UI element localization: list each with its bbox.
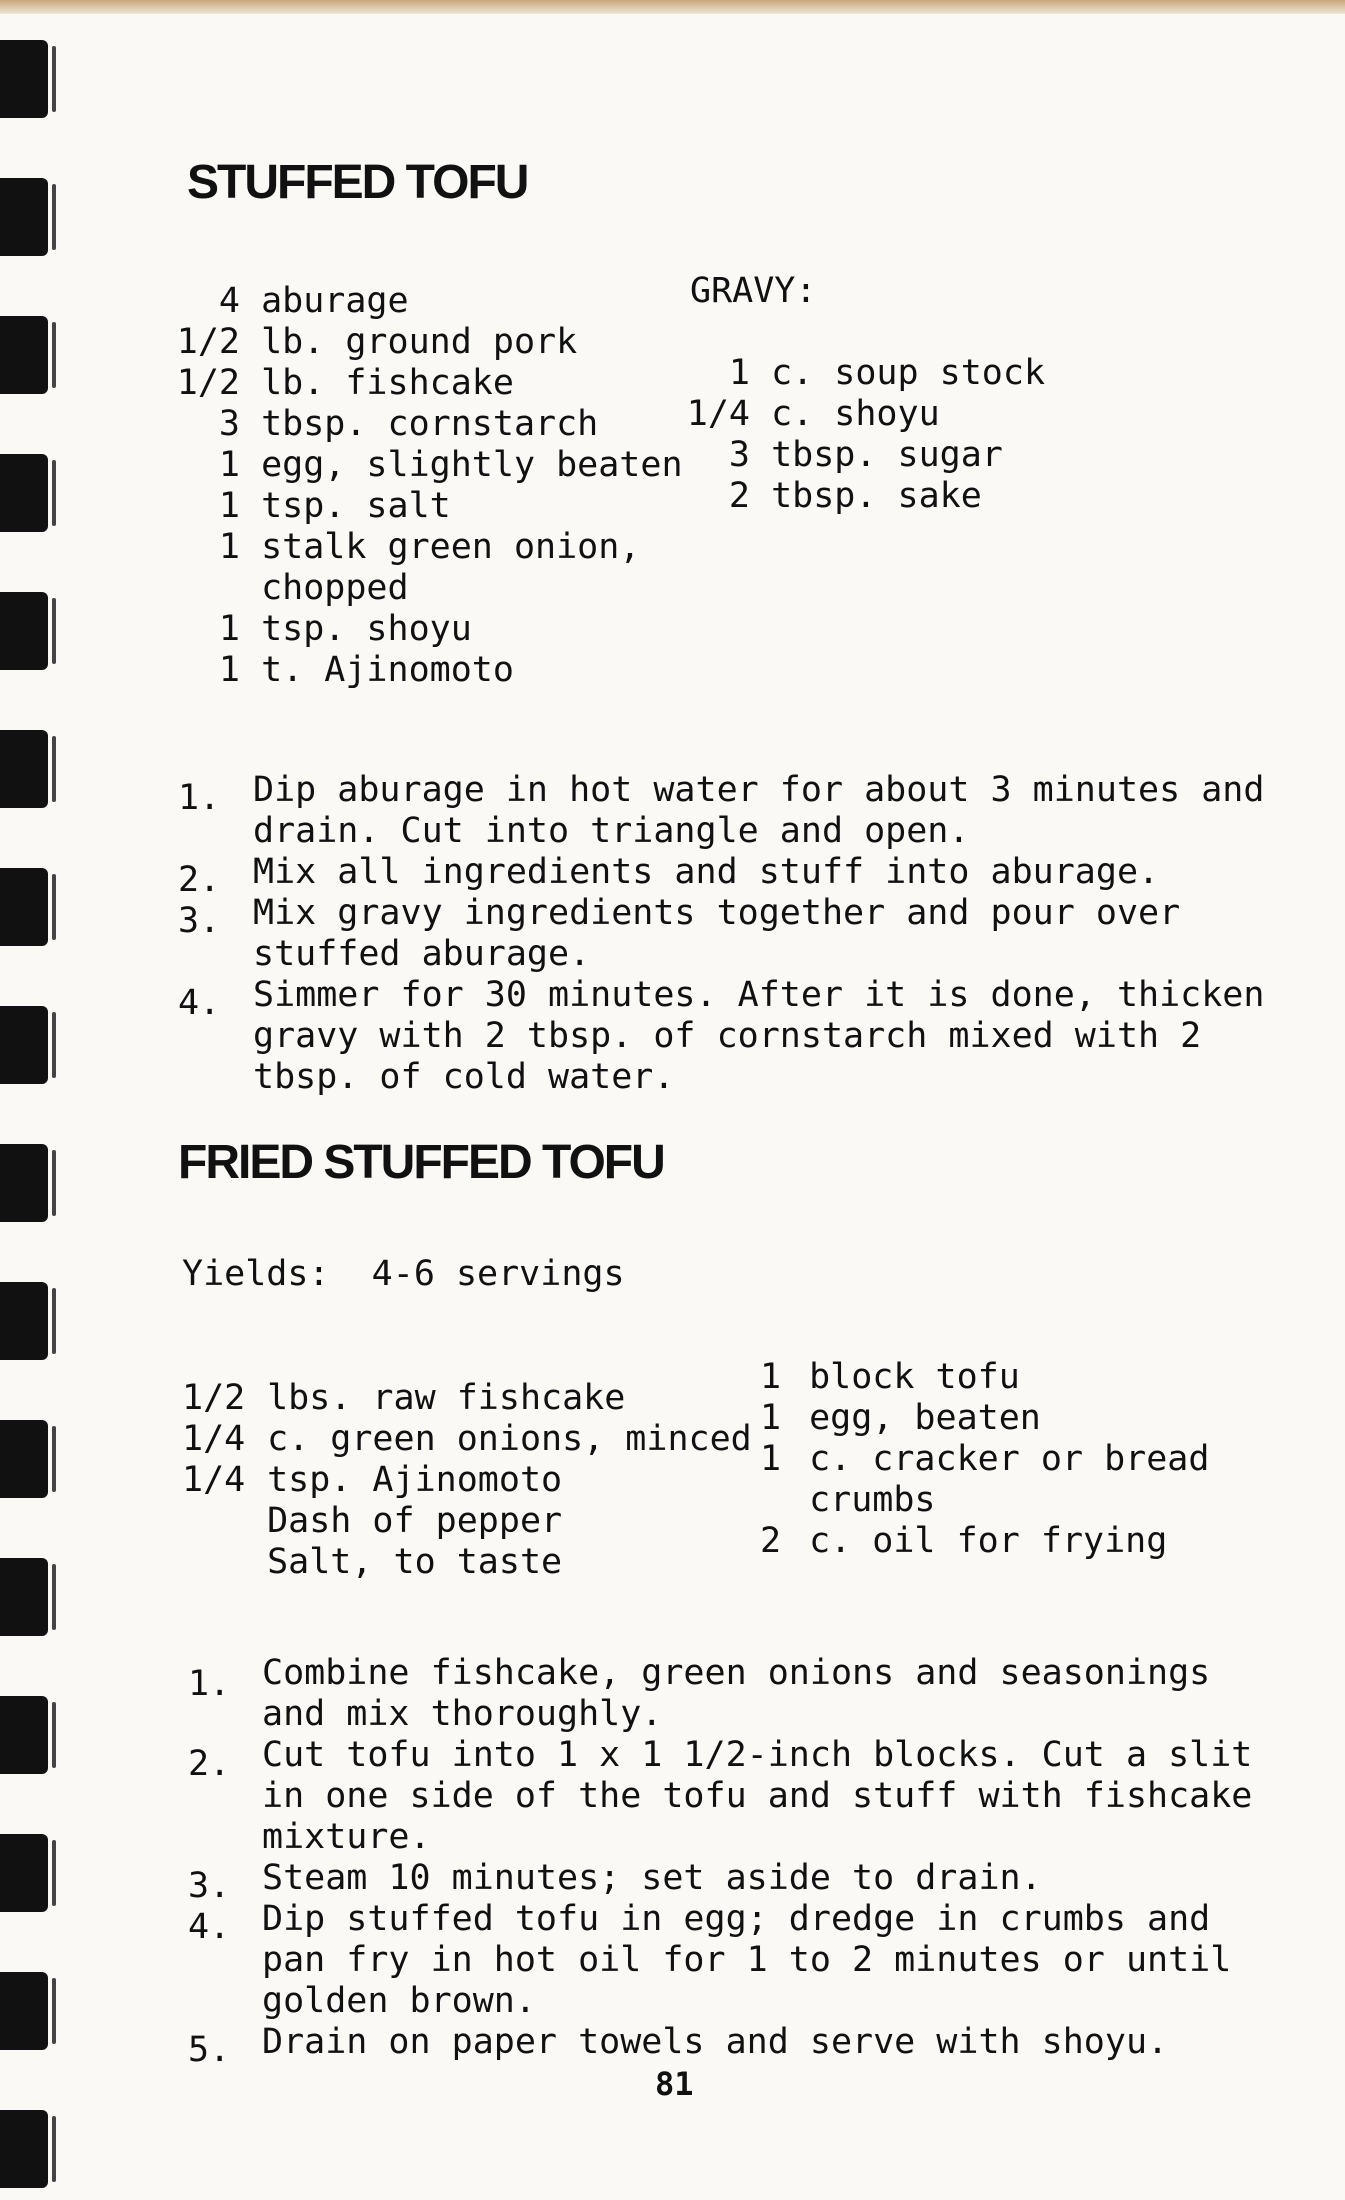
gravy-item — [680, 352, 1045, 394]
ingredient-qty: 3 — [728, 435, 750, 475]
ingredient-name: tbsp. sake — [771, 476, 982, 516]
step-line: drain. Cut into triangle and open. — [253, 811, 970, 851]
ingredient-name: c. shoyu — [771, 394, 940, 434]
yields-line — [182, 1253, 625, 1295]
ingredient-qty: 1/4 — [182, 1460, 246, 1500]
spiral-binding — [0, 30, 60, 2180]
ingredient-qty: 2 — [728, 476, 750, 516]
step-line: Steam 10 minutes; set aside to drain. — [262, 1858, 1042, 1898]
page-number: 81 — [655, 2065, 694, 2103]
recipe-title: STUFFED TOFU — [187, 156, 528, 209]
ingredient-name: stalk green onion, — [261, 527, 641, 567]
binding-ring — [0, 868, 48, 946]
ingredient-name: tsp. Ajinomoto — [267, 1460, 563, 1500]
ingredient-qty: 1/2 — [182, 1378, 246, 1418]
ingredient-name: c. soup stock — [771, 353, 1046, 393]
yields-label: Yields: — [182, 1254, 330, 1294]
step-number: 3. — [178, 901, 221, 941]
step-line: in one side of the tofu and stuff with fishcake — [262, 1776, 1253, 1816]
step-number: 4. — [188, 1907, 231, 1947]
ingredient-qty: 1 — [218, 527, 240, 567]
ingredient-qty: 3 — [218, 404, 240, 444]
gravy-item — [680, 475, 982, 517]
ingredient-qty: 1 — [218, 650, 240, 690]
ingredient-item — [760, 1520, 1167, 1562]
ingredient-item — [182, 1500, 562, 1542]
ingredient-qty: 1 — [218, 486, 240, 526]
ingredient-item — [182, 1418, 752, 1460]
binding-ring — [0, 454, 48, 532]
ingredient-name: t. Ajinomoto — [261, 650, 514, 690]
step-line: pan fry in hot oil for 1 to 2 minutes or until — [262, 1940, 1232, 1980]
ingredient-name: chopped — [261, 568, 409, 608]
ingredient-name: egg, beaten — [809, 1398, 1041, 1438]
gravy-item — [680, 393, 940, 435]
ingredient-qty: 1 — [218, 609, 240, 649]
ingredient-item — [170, 280, 409, 322]
step-line: gravy with 2 tbsp. of cornstarch mixed with 2 — [253, 1016, 1202, 1056]
step-number: 4. — [178, 983, 221, 1023]
ingredient-qty: 2 — [760, 1521, 782, 1561]
ingredient-name: Dash of pepper — [267, 1501, 563, 1541]
step-line: and mix thoroughly. — [262, 1694, 663, 1734]
ingredient-name: tsp. shoyu — [261, 609, 472, 649]
step-line: golden brown. — [262, 1981, 536, 2021]
ingredient-item — [170, 444, 683, 486]
binding-ring — [0, 2110, 48, 2188]
ingredient-item — [170, 526, 640, 568]
ingredient-qty: 1/2 — [176, 363, 240, 403]
ingredient-item — [760, 1397, 1041, 1439]
binding-ring — [0, 1558, 48, 1636]
step-number: 5. — [188, 2030, 231, 2070]
ingredient-item — [760, 1479, 936, 1521]
binding-ring — [0, 178, 48, 256]
ingredient-qty: 1/4 — [182, 1419, 246, 1459]
binding-ring — [0, 40, 48, 118]
binding-ring — [0, 1282, 48, 1360]
ingredient-qty: 1 — [760, 1439, 782, 1479]
ingredient-item — [760, 1438, 1209, 1480]
ingredient-item — [170, 567, 409, 609]
binding-ring — [0, 316, 48, 394]
ingredient-qty: 1/2 — [176, 322, 240, 362]
binding-ring — [0, 730, 48, 808]
ingredient-qty: 1 — [728, 353, 750, 393]
ingredient-item — [170, 649, 514, 691]
ingredient-name: crumbs — [809, 1480, 936, 1520]
step-number: 2. — [188, 1744, 231, 1784]
binding-ring — [0, 1834, 48, 1912]
ingredient-name: Salt, to taste — [267, 1542, 563, 1582]
step-number: 3. — [188, 1866, 231, 1906]
ingredient-name: tbsp. sugar — [771, 435, 1003, 475]
ingredient-name: c. cracker or bread — [809, 1439, 1210, 1479]
ingredient-qty: 1 — [218, 445, 240, 485]
ingredient-name: aburage — [261, 281, 409, 321]
ingredient-qty: 4 — [218, 281, 240, 321]
step-line: mixture. — [262, 1817, 431, 1857]
ingredient-item — [170, 362, 514, 404]
ingredient-name: lbs. raw fishcake — [267, 1378, 626, 1418]
recipe-title: FRIED STUFFED TOFU — [178, 1136, 664, 1189]
gravy-heading: GRAVY: — [690, 271, 817, 311]
step-line: Simmer for 30 minutes. After it is done, thicken — [253, 975, 1265, 1015]
step-line: stuffed aburage. — [253, 934, 591, 974]
ingredient-name: c. green onions, minced — [267, 1419, 752, 1459]
step-number: 1. — [178, 778, 221, 818]
step-line: Dip aburage in hot water for about 3 minutes and — [253, 770, 1265, 810]
ingredient-name: egg, slightly beaten — [261, 445, 683, 485]
ingredient-name: tsp. salt — [261, 486, 451, 526]
step-line: Cut tofu into 1 x 1 1/2-inch blocks. Cut a slit — [262, 1735, 1253, 1775]
ingredient-item — [170, 485, 451, 527]
binding-ring — [0, 1972, 48, 2050]
ingredient-name: block tofu — [809, 1357, 1020, 1397]
binding-ring — [0, 592, 48, 670]
ingredient-item — [182, 1459, 562, 1501]
ingredient-name: tbsp. cornstarch — [261, 404, 599, 444]
step-line: Mix gravy ingredients together and pour over — [253, 893, 1181, 933]
page-top-edge — [0, 0, 1345, 14]
step-line: Combine fishcake, green onions and seasonings — [262, 1653, 1211, 1693]
ingredient-item — [170, 403, 598, 445]
ingredient-qty: 1 — [760, 1357, 782, 1397]
binding-ring — [0, 1696, 48, 1774]
ingredient-item — [170, 321, 577, 363]
ingredient-name: c. oil for frying — [809, 1521, 1168, 1561]
ingredient-item — [182, 1377, 625, 1419]
step-line: Drain on paper towels and serve with shoyu. — [262, 2022, 1169, 2062]
step-line: Mix all ingredients and stuff into aburage. — [253, 852, 1160, 892]
step-line: tbsp. of cold water. — [253, 1057, 675, 1097]
gravy-item — [680, 434, 1003, 476]
binding-ring — [0, 1144, 48, 1222]
binding-ring — [0, 1006, 48, 1084]
ingredient-name: lb. ground pork — [261, 322, 578, 362]
step-number: 2. — [178, 860, 221, 900]
step-line: Dip stuffed tofu in egg; dredge in crumbs and — [262, 1899, 1211, 1939]
binding-ring — [0, 1420, 48, 1498]
ingredient-item — [182, 1541, 562, 1583]
step-number: 1. — [188, 1664, 231, 1704]
ingredient-qty: 1/4 — [686, 394, 750, 434]
ingredient-item — [170, 608, 472, 650]
yields-value: 4-6 servings — [371, 1254, 625, 1294]
ingredient-name: lb. fishcake — [261, 363, 514, 403]
ingredient-item — [760, 1356, 1020, 1398]
ingredient-qty: 1 — [760, 1398, 782, 1438]
